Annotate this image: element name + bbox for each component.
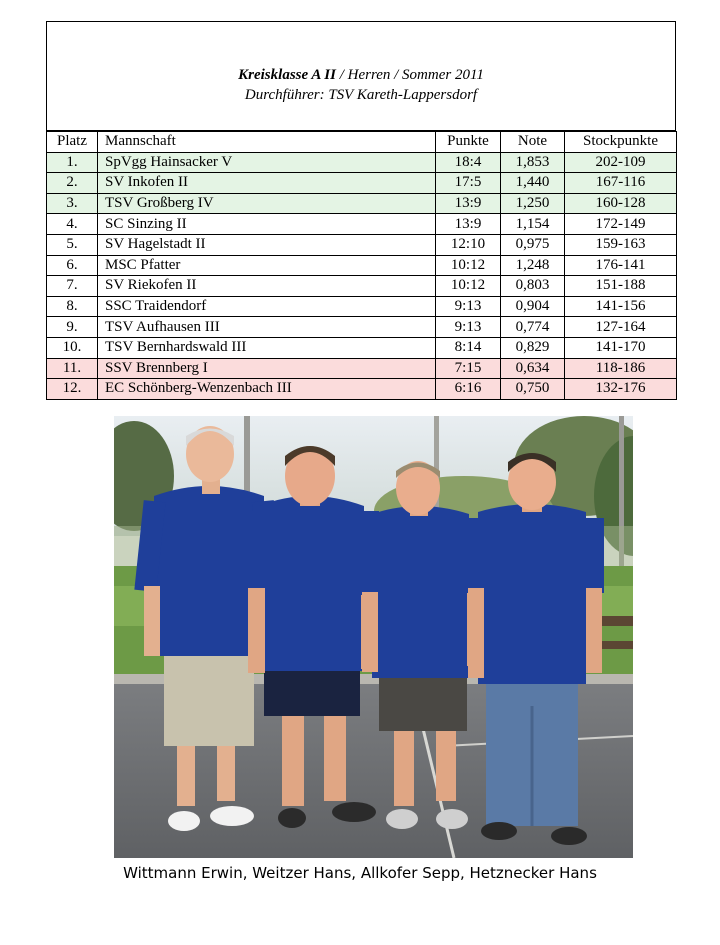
team-cell: SV Riekofen II xyxy=(98,276,436,297)
note-cell: 0,829 xyxy=(501,337,565,358)
team-cell: EC Schönberg-Wenzenbach III xyxy=(98,379,436,400)
table-row xyxy=(47,173,677,194)
points-cell: 9:13 xyxy=(436,296,501,317)
note-cell: 1,250 xyxy=(501,193,565,214)
points-cell: 6:16 xyxy=(436,379,501,400)
stockpunkte-cell: 151-188 xyxy=(565,276,677,297)
column-header-stockpunkte: Stockpunkte xyxy=(565,132,677,153)
rank-cell: 11. xyxy=(47,358,98,379)
table-row xyxy=(47,255,677,276)
stockpunkte-cell: 127-164 xyxy=(565,317,677,338)
note-cell: 0,904 xyxy=(501,296,565,317)
team-cell: TSV Bernhardswald III xyxy=(98,337,436,358)
table-row xyxy=(47,234,677,255)
league-details: / Herren / Sommer 2011 xyxy=(335,67,484,83)
rank-cell: 10. xyxy=(47,337,98,358)
note-cell: 0,774 xyxy=(501,317,565,338)
rank-cell: 6. xyxy=(47,255,98,276)
points-cell: 7:15 xyxy=(436,358,501,379)
note-cell: 1,440 xyxy=(501,173,565,194)
stockpunkte-cell: 167-116 xyxy=(565,173,677,194)
photo-caption: Wittmann Erwin, Weitzer Hans, Allkofer Sepp, Hetznecker Hans xyxy=(123,864,597,882)
league-title xyxy=(47,67,675,84)
table-row xyxy=(47,337,677,358)
team-cell: SSV Brennberg I xyxy=(98,358,436,379)
note-cell: 0,634 xyxy=(501,358,565,379)
note-cell: 1,248 xyxy=(501,255,565,276)
note-cell: 0,750 xyxy=(501,379,565,400)
table-title-box xyxy=(46,21,676,131)
points-cell: 12:10 xyxy=(436,234,501,255)
stockpunkte-cell: 176-141 xyxy=(565,255,677,276)
stockpunkte-cell: 132-176 xyxy=(565,379,677,400)
points-cell: 13:9 xyxy=(436,193,501,214)
team-cell: SC Sinzing II xyxy=(98,214,436,235)
stockpunkte-cell: 160-128 xyxy=(565,193,677,214)
team-cell: SSC Traidendorf xyxy=(98,296,436,317)
points-cell: 17:5 xyxy=(436,173,501,194)
points-cell: 8:14 xyxy=(436,337,501,358)
team-cell: TSV Aufhausen III xyxy=(98,317,436,338)
stockpunkte-cell: 141-170 xyxy=(565,337,677,358)
rank-cell: 9. xyxy=(47,317,98,338)
table-row xyxy=(47,276,677,297)
rank-cell: 7. xyxy=(47,276,98,297)
table-row xyxy=(47,152,677,173)
rank-cell: 5. xyxy=(47,234,98,255)
team-cell: TSV Großberg IV xyxy=(98,193,436,214)
table-row xyxy=(47,296,677,317)
stockpunkte-cell: 172-149 xyxy=(565,214,677,235)
rank-cell: 2. xyxy=(47,173,98,194)
standings-table xyxy=(46,131,677,400)
column-header-note: Note xyxy=(501,132,565,153)
points-cell: 9:13 xyxy=(436,317,501,338)
column-header-platz: Platz xyxy=(47,132,98,153)
points-cell: 13:9 xyxy=(436,214,501,235)
column-header-mannschaft: Mannschaft xyxy=(98,132,436,153)
table-row xyxy=(47,214,677,235)
note-cell: 0,975 xyxy=(501,234,565,255)
column-header-punkte: Punkte xyxy=(436,132,501,153)
organizer-line: Durchführer: TSV Kareth-Lappersdorf xyxy=(244,87,478,103)
team-cell: SV Inkofen II xyxy=(98,173,436,194)
note-cell: 1,853 xyxy=(501,152,565,173)
stockpunkte-cell: 159-163 xyxy=(565,234,677,255)
points-cell: 10:12 xyxy=(436,276,501,297)
rank-cell: 8. xyxy=(47,296,98,317)
rank-cell: 4. xyxy=(47,214,98,235)
table-row xyxy=(47,358,677,379)
points-cell: 18:4 xyxy=(436,152,501,173)
table-header-row xyxy=(47,132,677,153)
note-cell: 1,154 xyxy=(501,214,565,235)
stockpunkte-cell: 202-109 xyxy=(565,152,677,173)
table-row xyxy=(47,379,677,400)
rank-cell: 1. xyxy=(47,152,98,173)
note-cell: 0,803 xyxy=(501,276,565,297)
team-cell: MSC Pfatter xyxy=(98,255,436,276)
table-row-highlighted xyxy=(47,193,677,214)
rank-cell: 3. xyxy=(47,193,98,214)
stockpunkte-cell: 141-156 xyxy=(565,296,677,317)
team-cell: SpVgg Hainsacker V xyxy=(98,152,436,173)
team-photo xyxy=(114,416,633,858)
table-row xyxy=(47,317,677,338)
team-cell: SV Hagelstadt II xyxy=(98,234,436,255)
rank-cell: 12. xyxy=(47,379,98,400)
league-name: Kreisklasse A II xyxy=(238,67,336,83)
points-cell: 10:12 xyxy=(436,255,501,276)
stockpunkte-cell: 118-186 xyxy=(565,358,677,379)
